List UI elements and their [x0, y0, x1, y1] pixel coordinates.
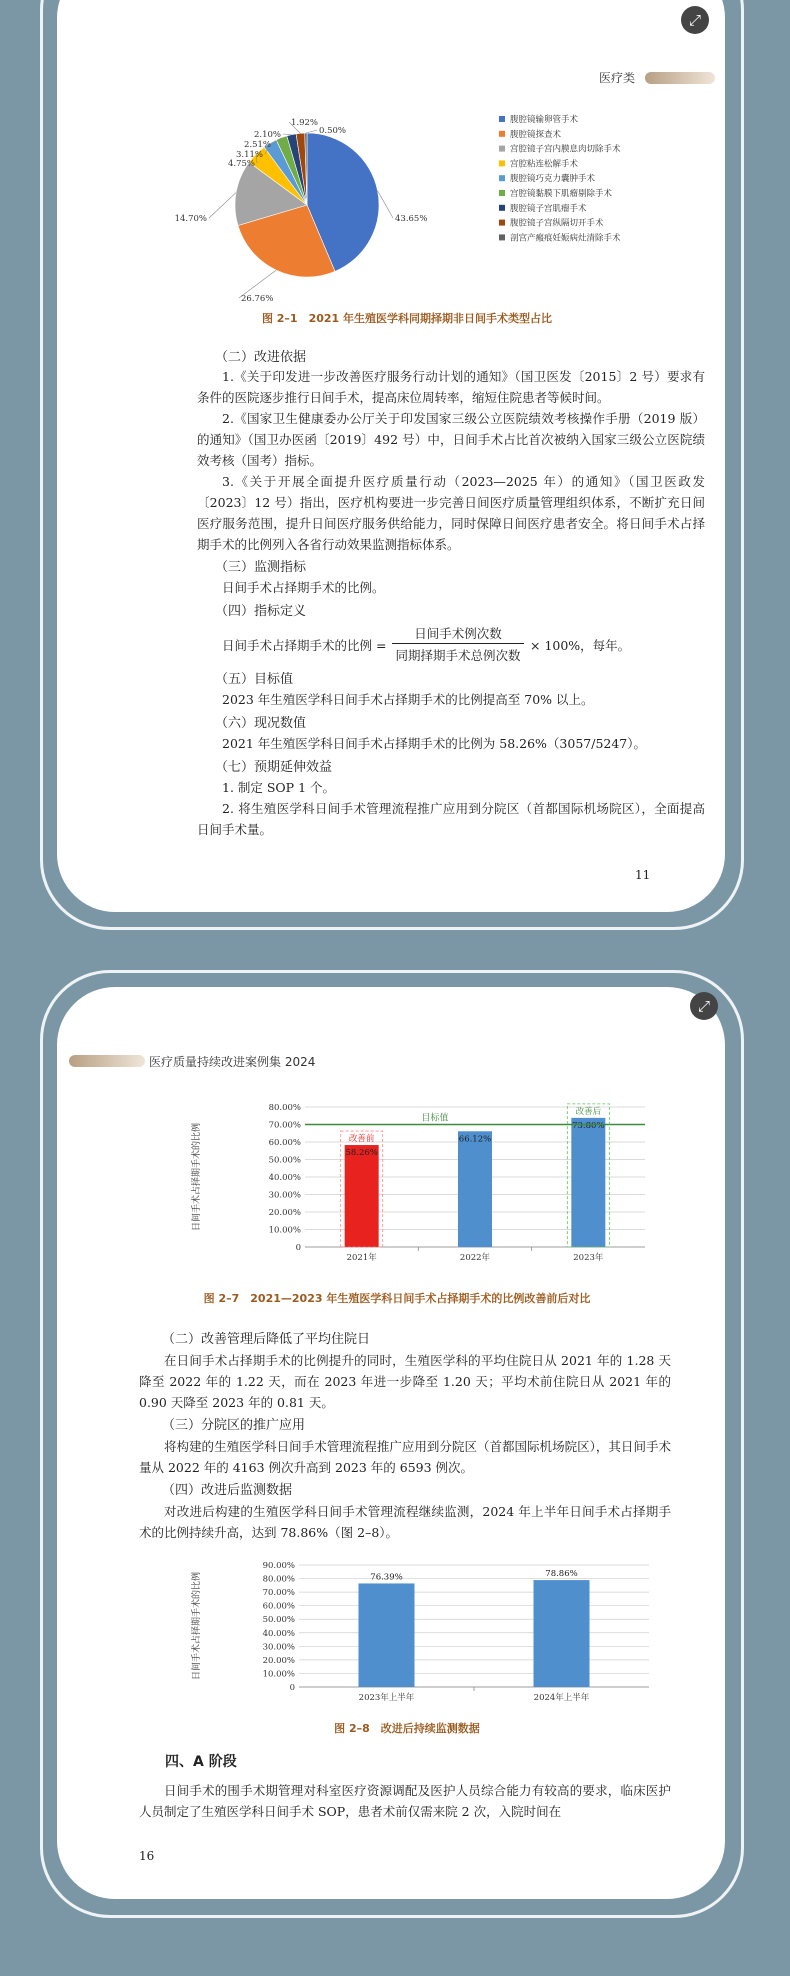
y-tick-label: 20.00%: [262, 1655, 295, 1666]
x-tick-label: 2021年: [346, 1253, 377, 1263]
legend-swatch: [499, 190, 505, 196]
phase-text: 日间手术的围手术期管理对科室医疗资源调配及医护人员综合能力有较高的要求，临床医护人员制定了生殖医学科日间手术 SOP，患者术前仅需来院 2 次，入院时间在: [139, 1783, 671, 1819]
bar: [534, 1580, 590, 1687]
pie-value-label: 1.92%: [291, 118, 319, 128]
y-tick-label: 80.00%: [262, 1574, 295, 1585]
pie-leader-line: [209, 193, 236, 218]
bar-chart-2021-2023: [187, 1095, 657, 1275]
bar-chart-monitoring: [187, 1557, 657, 1713]
section4-title: （四）改进后监测数据: [162, 1483, 293, 1498]
y-tick-label: 0: [289, 1683, 295, 1693]
expand-icon[interactable]: ⤢: [690, 992, 718, 1020]
y-tick-label: 20.00%: [268, 1208, 301, 1218]
y-axis-label: 日间手术占择期手术的比例: [192, 1571, 202, 1681]
legend-label: 腹腔镜巧克力囊肿手术: [510, 174, 596, 185]
section6-title: （六）现况数值: [215, 716, 307, 731]
legend-label: 剖宫产瘢痕妊娠病灶清除手术: [510, 233, 621, 244]
legend-swatch: [499, 116, 505, 122]
header-tag: 医疗类: [599, 71, 636, 85]
pie-value-label: 14.70%: [174, 214, 207, 224]
section3-title: （三）分院区的推广应用: [162, 1418, 306, 1433]
formula-denominator: 同期择期手术总例次数: [395, 648, 521, 663]
y-tick-label: 60.00%: [268, 1138, 301, 1148]
legend-swatch: [499, 234, 505, 240]
bar-chart1-caption: 图 2–7 2021—2023 年生殖医学科日间手术占择期手术的比例改善前后对比: [203, 1292, 591, 1305]
pie-chart-caption: 图 2–1 2021 年生殖医学科同期择期非日间手术类型占比: [261, 312, 553, 325]
bar-value-label: 78.86%: [545, 1569, 578, 1580]
section7-item-2: 2. 将生殖医学科日间手术管理流程推广应用到分院区（首都国际机场院区），全面提高日间手术量。: [197, 801, 705, 837]
bar-chart2-caption: 图 2–8 改进后持续监测数据: [334, 1722, 480, 1735]
x-tick-label: 2022年: [459, 1253, 491, 1263]
pie-leader-line: [283, 134, 291, 135]
x-tick-label: 2023年: [573, 1253, 604, 1263]
pie-leader-line: [306, 130, 317, 133]
formula-left: 日间手术占择期手术的比例 =: [222, 638, 387, 653]
bar: [571, 1118, 605, 1247]
bar: [458, 1131, 492, 1247]
bar: [345, 1145, 379, 1247]
section2-title: （二）改进依据: [215, 350, 307, 365]
pie-value-label: 43.65%: [395, 214, 428, 224]
legend-swatch: [499, 175, 505, 181]
section3-title: （三）监测指标: [215, 560, 307, 575]
bar-value-label: 76.39%: [370, 1572, 403, 1583]
page-number: 16: [139, 1849, 155, 1863]
pie-value-label: 0.50%: [319, 126, 347, 136]
formula-right: × 100%，每年。: [530, 638, 631, 653]
pie-value-label: 3.11%: [235, 150, 263, 160]
phase-title: 四、A 阶段: [165, 1754, 237, 1770]
formula-fraction-bar: [392, 643, 524, 644]
legend-label: 宫腔镜黏膜下肌瘤剔除手术: [510, 189, 613, 199]
header-bar: [645, 72, 715, 84]
pie-chart: [174, 110, 621, 304]
legend-label: 腹腔镜输卵管手术: [510, 115, 579, 125]
legend-label: 腹腔镜探查术: [510, 129, 562, 140]
legend-swatch: [499, 146, 505, 152]
basis-2: 2.《国家卫生健康委办公厅关于印发国家三级公立医院绩效考核操作手册（2019 版）的通知》（国卫办医函〔2019〕492 号）中，日间手术占比首次被纳入国家三级公立医院绩效考核（国考）指标。: [197, 411, 705, 468]
section4-title: （四）指标定义: [215, 604, 307, 619]
x-tick-label: 2023年上半年: [358, 1693, 415, 1703]
legend-label: 腹腔镜子宫肌瘤手术: [510, 203, 587, 214]
legend-swatch: [499, 160, 505, 166]
section2-text: 在日间手术占择期手术的比例提升的同时，生殖医学科的平均住院日从 2021 年的 1.28 天降至 2022 年的 1.22 天，而在 2023 年进一步降至 1.20 天；平均术前住院日从 2021 年的 0.90 天降至 2023 年的 0.81 天。: [139, 1353, 671, 1410]
target-label: 目标值: [421, 1113, 449, 1124]
basis-1: 1.《关于印发进一步改善医疗服务行动计划的通知》（国卫医发〔2015〕2 号）要求有条件的医院逐步推行日间手术，提高床位周转率，缩短住院患者等候时间。: [197, 369, 705, 405]
pie-value-label: 2.10%: [253, 130, 281, 140]
legend-swatch: [499, 131, 505, 137]
after-label: 改善后: [575, 1106, 602, 1117]
legend-label: 宫腔粘连松解手术: [510, 159, 579, 170]
header-tag: 医疗质量持续改进案例集 2024: [149, 1055, 316, 1069]
x-tick-label: 2024年上半年: [533, 1693, 590, 1703]
section7-title: （七）预期延伸效益: [215, 760, 333, 775]
section6-text: 2021 年生殖医学科日间手术占择期手术的比例为 58.26%（3057/5247）。: [222, 736, 647, 751]
section3-text: 日间手术占择期手术的比例。: [222, 580, 385, 595]
section5-text: 2023 年生殖医学科日间手术占择期手术的比例提高至 70% 以上。: [222, 692, 594, 707]
y-tick-label: 90.00%: [262, 1561, 295, 1571]
y-tick-label: 40.00%: [268, 1173, 301, 1183]
formula-numerator: 日间手术例次数: [414, 626, 502, 641]
before-label: 改善前: [348, 1134, 375, 1145]
section7-item-1: 1. 制定 SOP 1 个。: [222, 780, 335, 795]
bar-value-label: 73.80%: [572, 1120, 605, 1131]
y-tick-label: 10.00%: [262, 1669, 295, 1680]
section2-title: （二）改善管理后降低了平均住院日: [162, 1332, 371, 1347]
legend-swatch: [499, 220, 505, 226]
page-card-top: [57, 0, 725, 912]
header-bar: [69, 1055, 145, 1067]
y-tick-label: 30.00%: [262, 1642, 295, 1653]
section5-title: （五）目标值: [215, 672, 294, 687]
bar-value-label: 58.26%: [345, 1148, 378, 1159]
y-tick-label: 80.00%: [268, 1103, 301, 1113]
y-tick-label: 40.00%: [262, 1628, 295, 1639]
section3-text: 将构建的生殖医学科日间手术管理流程推广应用到分院区（首都国际机场院区），其日间手术量从 2022 年的 4163 例次升高到 2023 年的 6593 例次。: [139, 1439, 671, 1475]
pie-value-label: 4.75%: [227, 159, 255, 169]
pie-value-label: 2.51%: [243, 140, 271, 150]
pie-leader-line: [378, 191, 393, 218]
y-tick-label: 30.00%: [268, 1190, 301, 1201]
page-card-bottom: [57, 987, 725, 1899]
basis-3: 3.《关于开展全面提升医疗质量行动（2023—2025 年）的通知》（国卫医政发〔2023〕12 号）指出，医疗机构要进一步完善日间医疗质量管理组织体系，不断扩充日间医疗服务范围，提升日间医疗服务供给能力，同时保障日间医疗患者安全。将日间手术占择期手术的比例列入各省行动效果监测指标体系。: [197, 474, 705, 552]
pie-value-label: 26.76%: [241, 294, 274, 304]
y-axis-label: 日间手术占择期手术的比例: [192, 1122, 202, 1232]
bar: [359, 1583, 415, 1687]
legend-label: 宫腔镜子宫内膜息肉切除手术: [510, 144, 621, 155]
y-tick-label: 70.00%: [268, 1120, 301, 1131]
y-tick-label: 70.00%: [262, 1588, 295, 1599]
legend-label: 腹腔镜子宫纵隔切开手术: [510, 218, 604, 229]
y-tick-label: 50.00%: [268, 1155, 301, 1166]
y-tick-label: 10.00%: [268, 1225, 301, 1236]
legend-swatch: [499, 205, 505, 211]
y-tick-label: 0: [295, 1243, 301, 1253]
section4-text: 对改进后构建的生殖医学科日间手术管理流程继续监测，2024 年上半年日间手术占择期手术的比例持续升高，达到 78.86%（图 2–8）。: [139, 1504, 671, 1540]
y-tick-label: 60.00%: [262, 1601, 295, 1612]
bar-value-label: 66.12%: [458, 1134, 492, 1145]
page-number: 11: [635, 868, 651, 882]
expand-icon[interactable]: ⤢: [681, 6, 709, 34]
y-tick-label: 50.00%: [262, 1615, 295, 1626]
